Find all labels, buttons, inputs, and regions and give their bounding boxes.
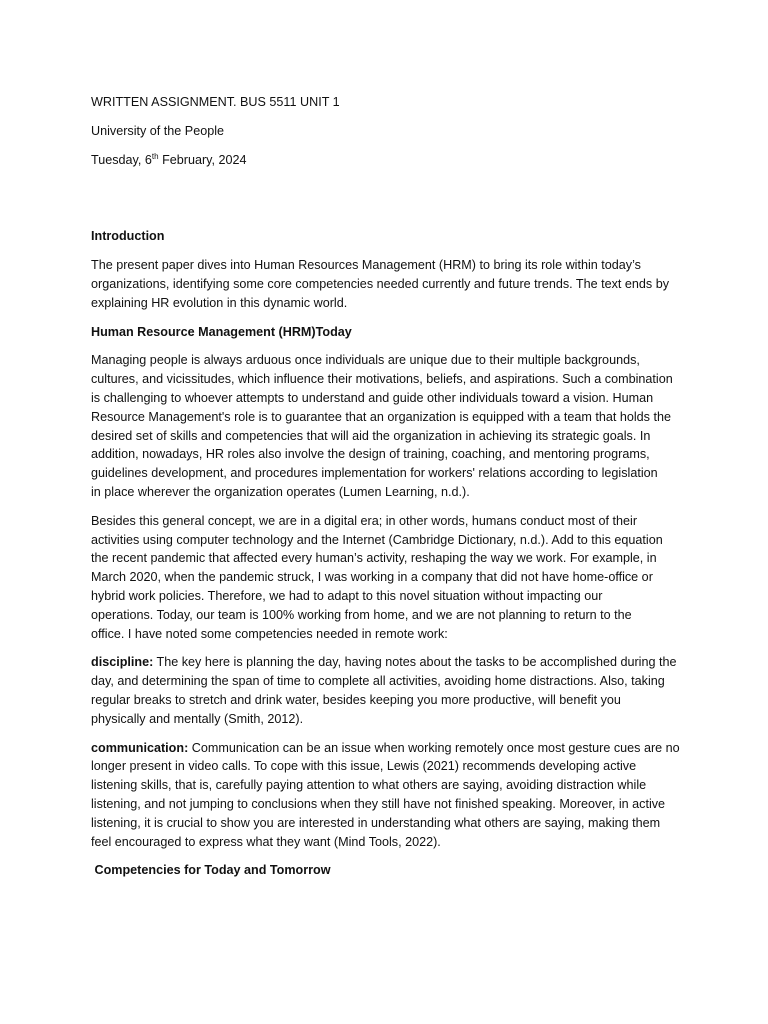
competencies-heading: Competencies for Today and Tomorrow: [91, 863, 331, 878]
hrm-paragraph-2: Besides this general concept, we are in a digital era; in other words, humans conduct most of their activities using computer technology and the Internet (Cambridge Dictionary, n.d.). Add to this equation the recent pandemic that affected every human’s activity, reshaping the way we work. For example, in March 2020, when the pandemic struck, I was working in a company that did not have home-office or hybrid work policies. Therefore, we had to adapt to this novel situation without impacting our operations. Today, our team is 100% working from home, and we are not planning to return to the office. I have noted some competencies needed in remote work:: [91, 513, 663, 641]
document-date: [91, 151, 691, 170]
document-body: [91, 93, 691, 890]
discipline-text: The key here is planning the day, having notes about the tasks to be accomplished during the day, and determining the span of time to complete all activities, avoiding home distractions. Also, taking regular breaks to stretch and drink water, besides keeping you more productive, will benefit you physically and mentally (Smith, 2012).: [91, 655, 677, 726]
discipline-paragraph: [91, 653, 691, 728]
hrm-today-heading: Human Resource Management (HRM)Today: [91, 324, 352, 339]
introduction-paragraph: The present paper dives into Human Resources Management (HRM) to bring its role within today’s organizations, identifying some core competencies needed currently and future trends. The text ends by explaining HR evolution in this dynamic world.: [91, 258, 670, 310]
introduction-heading: Introduction: [91, 229, 165, 244]
communication-text: Communication can be an issue when working remotely once most gesture cues are no longer present in video calls. To cope with this issue, Lewis (2021) recommends developing active listening skills, that is, carefully paying attention to what others are saying, avoiding distraction while listening, and not jumping to conclusions when they still have not finished speaking. Moreover, in active listening, it is crucial to show you are interested in understanding what others are saying, making them feel encouraged to express what they want (Mind Tools, 2022).: [91, 740, 680, 849]
assignment-title: WRITTEN ASSIGNMENT. BUS 5511 UNIT 1: [91, 95, 340, 109]
hrm-paragraph-1: Managing people is always arduous once individuals are unique due to their multiple backgrounds, cultures, and vicissitudes, which influence their motivations, beliefs, and aspirations. Such a combination is challenging to whoever attempts to understand and guide other individuals toward a vision. Human Resource Management's role is to guarantee that an organization is equipped with a team that holds the desired set of skills and competencies that will aid the organization in achieving its strategic goals. In addition, nowadays, HR roles also involve the design of training, coaching, and mentoring programs, guidelines development, and procedures implementation for workers' relations according to legislation in place wherever the organization operates (Lumen Learning, n.d.).: [91, 353, 673, 499]
discipline-term: discipline:: [91, 655, 154, 670]
document-header: [91, 93, 691, 169]
date-suffix: February, 2024: [158, 152, 247, 167]
communication-paragraph: [91, 739, 691, 852]
date-ordinal-suffix: th: [151, 151, 159, 161]
date-prefix: Tuesday, 6: [91, 152, 152, 167]
university-name: University of the People: [91, 123, 225, 138]
communication-term: communication:: [91, 740, 189, 755]
